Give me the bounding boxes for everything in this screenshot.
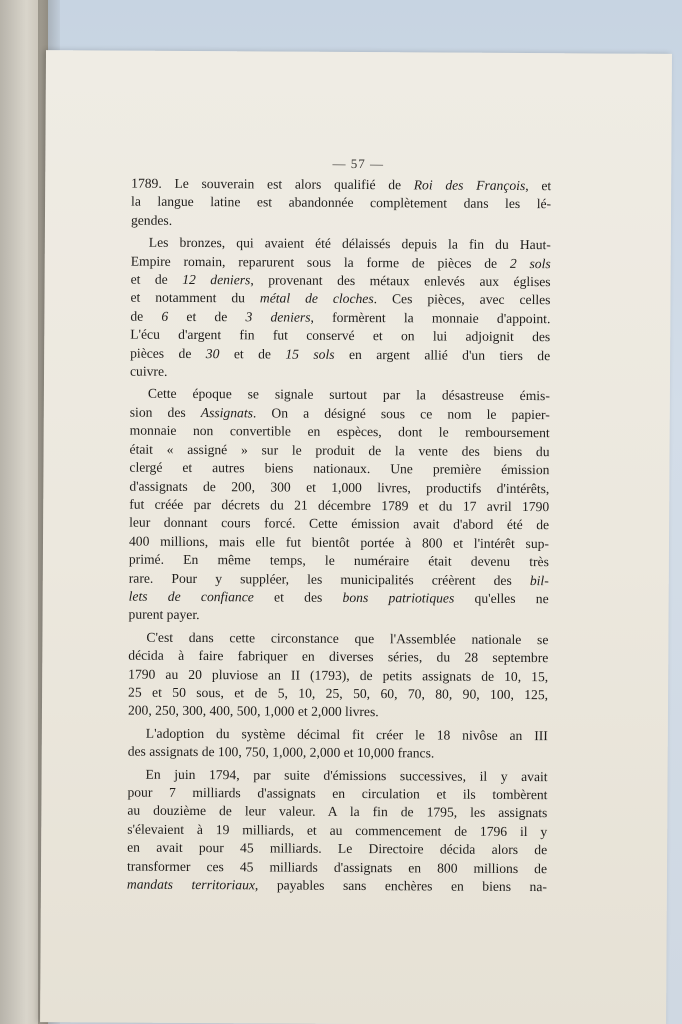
text-segment: était « assigné » sur le produit de la vente des biens du [129,441,550,459]
text-segment: clergé et autres biens nationaux. Une première émission [129,459,550,478]
text-line [127,802,547,823]
text-segment: Les bronzes, qui avaient été délaissés depuis la fin du Haut- [148,234,551,253]
page-number: — 57 — [332,155,385,172]
text-segment: 25 et 50 sous, et de 5, 10, 25, 50, 60, 70, 80, 90, 100, 125, [128,684,549,703]
text-line [129,551,549,572]
text-segment: Cette époque se signale surtout par la désastreuse émis- [147,386,550,404]
text-line [128,606,548,627]
text-line [128,647,548,668]
text-segment: et de [219,345,286,362]
text-line [130,289,550,310]
text-segment: de [130,308,162,324]
text-segment: , formèrent la monnaie d'appoint. [310,309,551,327]
text-line [127,839,547,860]
italic-text: 15 sols [285,346,335,362]
paragraph [128,724,548,763]
text-segment: pour 7 milliards d'assignats en circulation et ils tombèrent [127,784,548,803]
text-line [130,385,550,406]
text-segment: 400 millions, mais elle fut bientôt portée à 800 et l'intérêt sup- [128,533,550,551]
body-text [127,175,551,897]
italic-text: 30 [205,345,220,361]
text-segment: au douzième de leur valeur. A la fin de 1795, les assignats [127,803,548,821]
italic-text: Roi des François [413,177,526,194]
text-segment: primé. En même temps, le numéraire était devenu très [128,551,549,570]
paragraph [130,234,551,384]
text-segment: fut créée par décrets du 21 décembre 1789 et du 17 avril 1790 [129,496,550,515]
text-segment: , et [525,178,552,194]
italic-text: bil- [529,572,549,588]
italic-text: 6 [161,308,169,324]
text-segment: décida à faire fabriquer en diverses séries, du 28 septembre [128,647,549,666]
text-segment: et notamment du [130,290,260,306]
italic-text: mandats territoriaux [126,876,256,893]
text-segment: et des [253,589,343,605]
text-segment: d'assignats de 200, 300 et 1,000 livres, productifs d'intérêts, [129,478,550,496]
text-line [129,569,549,590]
text-line [128,702,548,723]
text-segment: et de [168,308,246,325]
text-segment: L'écu d'argent fin fut conservé et on lui adjoignit des [130,326,551,345]
text-line [131,234,551,255]
text-segment: transformer ces 45 milliards d'assignats en 800 millions de [126,858,548,876]
book-page [40,50,672,1024]
italic-text: métal de cloches [259,290,374,307]
text-segment: qu'elles ne [454,590,549,607]
text-segment: L'adoption du système décimal fit créer le 18 nivôse an III [145,725,548,743]
text-line [128,743,548,764]
text-segment: en avait pour 45 milliards. Le Directoire décida alors de [127,839,548,858]
text-line [130,344,550,365]
text-segment: 1789. Le souverain est alors qualifié de [131,175,414,193]
text-segment: en argent allié d'un tiers de [334,346,551,363]
text-segment: C'est dans cette circonstance que l'Assemblée nationale se [146,629,549,647]
paragraph [128,628,549,723]
text-segment: leur donnant cours forcé. Cette émission avait d'abord été de [129,514,550,533]
italic-text: bons patriotiques [342,589,455,606]
paragraph [127,765,548,896]
text-segment: sion des [129,404,201,420]
text-segment: Empire romain, reparurent sous la forme de pièces de [130,253,510,271]
text-segment: 200, 250, 300, 400, 500, 1,000 et 2,000 livres. [127,702,379,720]
text-segment: , payables sans enchères en biens na- [254,877,547,895]
paragraph [128,385,549,627]
italic-text: Assignats [200,404,253,421]
text-segment: pièces de [130,345,206,361]
text-line [129,514,549,535]
text-segment: En juin 1794, par suite d'émissions successives, il y avait [145,766,548,784]
text-segment: purent payer. [128,606,200,623]
paragraph [131,175,551,233]
text-segment: , provenant des métaux enlevés aux églises [250,272,551,290]
italic-text: 2 sols [509,255,551,271]
text-segment: la langue latine est abandonnée complètement dans les lé- [131,194,552,212]
italic-text: 3 deniers [245,309,311,325]
text-segment: s'élevaient à 19 milliards, et au commencement de 1796 il y [127,821,548,839]
text-line [131,193,551,214]
text-segment: 1790 au 20 pluviose an II (1793), de petits assignats de 10, 15, [128,666,549,684]
text-segment: cuivre. [130,363,168,379]
text-segment: gendes. [130,212,173,228]
text-segment: et de [130,271,183,287]
text-line [130,326,550,347]
italic-text: lets de confiance [128,588,254,605]
text-segment: monnaie non convertible en espèces, dont le remboursement [129,422,550,441]
text-line [129,477,549,498]
text-segment: des assignats de 100, 750, 1,000, 2,000 et 10,000 francs. [127,743,435,761]
text-segment: . Ces pièces, avec celles [373,291,551,308]
text-line [129,459,549,480]
text-segment: . On a désigné sous ce nom le papier- [252,405,550,423]
italic-text: 12 deniers [182,271,251,288]
text-segment: rare. Pour y suppléer, les municipalités créèrent des [128,570,530,588]
text-line [127,876,547,897]
text-line [130,422,550,443]
